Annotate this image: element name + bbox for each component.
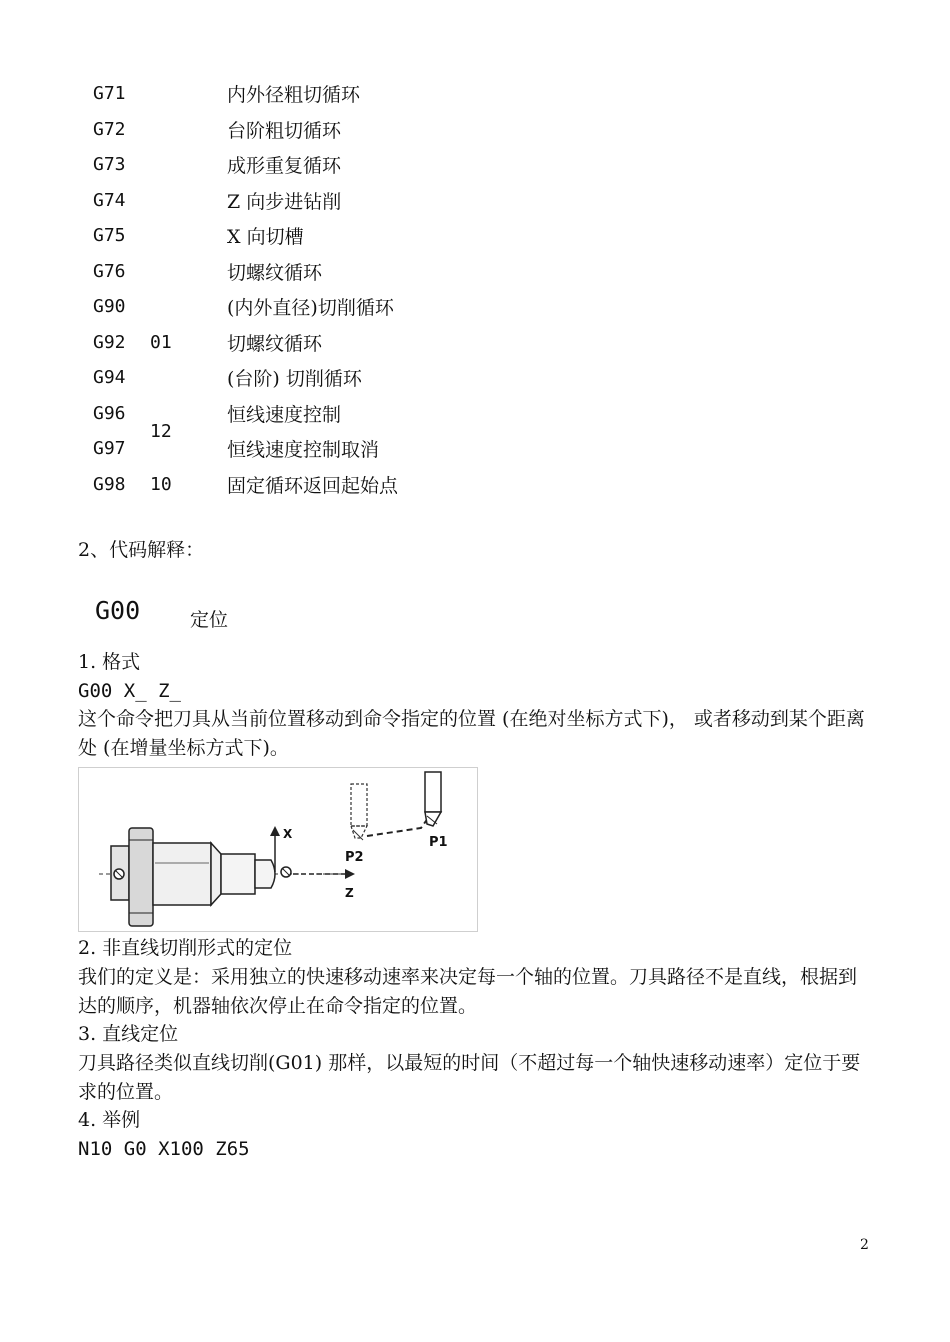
gcode-cell: G71 [93,83,126,105]
gcode-cell: G90 [93,296,126,318]
table-row [93,396,593,432]
gcode-cell: G76 [93,260,126,282]
z-axis-label: Z [345,886,354,900]
z-axis-arrow [345,869,355,879]
description-cell: 恒线速度控制取消 [227,439,380,462]
format-description: 这个命令把刀具从当前位置移动到命令指定的位置 (在绝对坐标方式下)， 或者移动到某个距离处 (在增量坐标方式下)。 [78,708,865,759]
table-row [93,147,593,183]
gcode-cell: G96 [93,402,126,424]
section-heading: 2、代码解释： [78,539,205,561]
positioning-diagram [78,767,478,932]
group-cell [150,112,227,148]
group-cell [150,360,227,396]
gcode-cell: G75 [93,225,126,247]
description-cell: 切螺纹循环 [227,332,323,355]
format-syntax: G00 X_ Z_ [78,680,181,702]
description-cell: 台阶粗切循环 [227,119,342,142]
nonlinear-description: 我们的定义是：采用独立的快速移动速率来决定每一个轴的位置。刀具路径不是直线，根据到达的顺序，机器轴依次停止在命令指定的位置。 [78,966,858,1017]
chuck-jaws [129,828,153,926]
description-cell: 内外径粗切循环 [227,84,361,107]
gcode-cell: G73 [93,154,126,176]
table-row [93,254,593,290]
x-axis-label: X [283,827,293,841]
point-1-label: P1 [429,835,448,850]
tool-p2-outline [351,784,367,826]
gcode-table [93,76,593,502]
description-cell: (内外直径)切削循环 [227,297,394,320]
workpiece-taper [211,843,221,905]
description-cell: 成形重复循环 [227,155,342,178]
description-cell: 恒线速度控制 [227,403,342,426]
table-row [93,183,593,219]
gcode-cell: G98 [93,473,126,495]
gcode-cell: G74 [93,189,126,211]
group-cell [150,289,227,325]
table-row [93,76,593,112]
rapid-move-path [367,814,431,836]
group-cell [150,76,227,112]
workpiece-small [221,854,255,894]
gcode-cell: G97 [93,438,126,460]
group-cell [150,218,227,254]
gcode-cell: G92 [93,331,126,353]
group-cell: 12 [150,420,172,442]
table-row [93,467,593,503]
example-heading: 4. 举例 [78,1109,141,1131]
table-row [93,218,593,254]
tool-p1-body [425,772,441,812]
description-cell: (台阶) 切削循环 [227,368,362,391]
workpiece-end [255,860,275,888]
table-row [93,112,593,148]
nonlinear-heading: 2. 非直线切削形式的定位 [78,937,293,959]
group-cell [150,183,227,219]
example-code: N10 G0 X100 Z65 [78,1138,250,1160]
gcode-cell: G94 [93,367,126,389]
group-cell: 10 [150,473,172,495]
gcode-cell: G72 [93,118,126,140]
description-cell: X 向切槽 [227,226,304,249]
command-title: 定位 [190,609,229,631]
point-2-label: P2 [345,850,364,865]
workpiece-large [153,843,211,905]
group-cell [150,254,227,290]
table-row [93,360,593,396]
description-cell: 固定循环返回起始点 [227,474,399,497]
linear-heading: 3. 直线定位 [78,1023,179,1045]
table-row [93,289,593,325]
group-cell: 01 [150,331,172,353]
page-number: 2 [860,1237,869,1253]
description-cell: 切螺纹循环 [227,261,323,284]
command-code: G00 [95,596,141,625]
tool-p1-tip [425,812,441,826]
linear-description: 刀具路径类似直线切削(G01) 那样，以最短的时间（不超过每一个轴快速移动速率）定位于要求的位置。 [78,1052,861,1103]
format-heading: 1. 格式 [78,651,141,673]
table-row [93,325,593,361]
group-cell [150,147,227,183]
positioning-diagram-svg [79,768,479,933]
description-cell: Z 向步进钻削 [227,190,342,213]
x-axis-arrow [270,826,280,836]
